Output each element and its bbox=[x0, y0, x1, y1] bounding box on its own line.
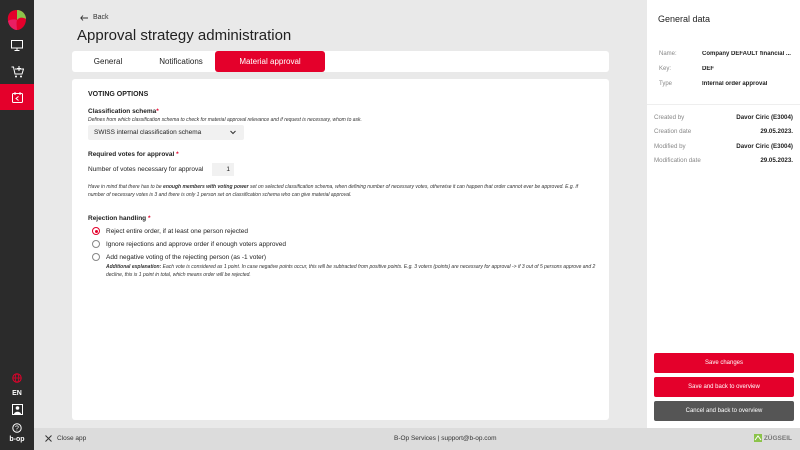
votes-field-label: Number of votes necessary for approval bbox=[88, 166, 204, 173]
created-by-value: Davor Ciric (E3004) bbox=[736, 114, 793, 121]
key-value: DEF bbox=[702, 66, 714, 72]
divider bbox=[647, 104, 800, 105]
close-icon bbox=[45, 435, 52, 442]
back-link[interactable] bbox=[80, 14, 109, 21]
voting-options-card bbox=[72, 79, 609, 420]
radio-label: Add negative voting of the rejecting person (as -1 voter) bbox=[106, 253, 267, 261]
votes-hint: Have in mind that there has to be enough members with voting power set on selected classification schema, when defining number of necessary votes, otherwise it can happen that order cannot ever be approved. E.g. if number of necessary votes is 3 and there is only 1 person set on classification schema who can give material approval. bbox=[88, 184, 578, 198]
save-and-back-button[interactable]: Save and back to overview bbox=[654, 377, 794, 397]
tab-notifications[interactable]: Notifications bbox=[159, 57, 203, 66]
rejection-label: Rejection handling * bbox=[88, 215, 151, 222]
brand-mark bbox=[754, 434, 792, 442]
back-label: Back bbox=[93, 14, 109, 21]
radio-label: Reject entire order, if at least one person rejected bbox=[106, 227, 248, 235]
radio-label: Ignore rejections and approve order if enough voters approved bbox=[106, 240, 286, 248]
classification-hint: Defines from which classification schema to check for material approval relevance and if request is necessary, whom to ask. bbox=[88, 117, 362, 123]
created-by-label: Created by bbox=[654, 114, 685, 121]
votes-input[interactable] bbox=[212, 163, 234, 176]
classification-label: Classification schema* bbox=[88, 108, 159, 115]
modification-date-value: 29.05.2023. bbox=[760, 157, 793, 164]
arrow-left-icon bbox=[80, 15, 88, 21]
additional-explanation: Additional explanation: Each vote is considered as 1 point. In case negative points occur, this will be subtracted from positive points. E.g. 3 voters (points) are necessary for approval -> if 3 out of 5 persons approve and 2 decline, this is 1 point in total, which means order will be rejected. bbox=[106, 264, 596, 278]
help-button[interactable] bbox=[0, 423, 34, 433]
user-icon bbox=[12, 404, 23, 415]
svg-text:?: ? bbox=[15, 425, 19, 433]
type-label: Type bbox=[659, 81, 673, 87]
radio-unselected[interactable] bbox=[92, 240, 100, 248]
nav-cart[interactable] bbox=[0, 59, 34, 85]
cart-icon bbox=[11, 66, 24, 78]
creation-date-value: 29.05.2023. bbox=[760, 128, 793, 135]
globe-icon bbox=[12, 373, 22, 383]
radio-ignore-rejections[interactable] bbox=[92, 240, 286, 248]
radio-selected[interactable] bbox=[92, 227, 100, 235]
close-app-label: Close app bbox=[57, 435, 87, 442]
main-area bbox=[34, 0, 647, 428]
cancel-button[interactable]: Cancel and back to overview bbox=[654, 401, 794, 421]
monitor-icon bbox=[11, 40, 23, 51]
panel-title: General data bbox=[658, 14, 711, 24]
language-switch[interactable]: EN bbox=[12, 390, 22, 397]
brand-icon bbox=[754, 434, 762, 442]
classification-select[interactable] bbox=[88, 125, 244, 140]
services-text: B-Op Services | support@b-op.com bbox=[394, 435, 497, 442]
user-button[interactable] bbox=[0, 404, 34, 415]
help-icon bbox=[12, 423, 22, 433]
required-votes-label: Required votes for approval * bbox=[88, 151, 179, 158]
close-app-button[interactable] bbox=[45, 435, 86, 442]
tab-general[interactable]: General bbox=[93, 57, 123, 66]
nav-dashboard[interactable] bbox=[0, 32, 34, 58]
approval-icon bbox=[12, 92, 23, 103]
radio-unselected[interactable] bbox=[92, 253, 100, 261]
nav-approval[interactable] bbox=[0, 84, 34, 110]
tab-bar bbox=[72, 51, 609, 72]
left-rail bbox=[0, 0, 34, 450]
footer-bar bbox=[34, 428, 800, 450]
type-value: Internal order approval bbox=[702, 81, 768, 87]
general-data-panel bbox=[647, 0, 800, 428]
creation-date-label: Creation date bbox=[654, 128, 692, 135]
section-heading: VOTING OPTIONS bbox=[88, 91, 149, 98]
brand-text: ZÜGSEIL bbox=[763, 434, 792, 442]
name-value: Company DEFAULT financial ... bbox=[702, 51, 791, 57]
name-label: Name: bbox=[659, 51, 677, 57]
app-logo[interactable] bbox=[5, 8, 29, 32]
radio-reject-entire[interactable] bbox=[92, 227, 248, 235]
chevron-down-icon bbox=[229, 128, 237, 136]
modified-by-value: Davor Ciric (E3004) bbox=[736, 143, 793, 150]
globe-button[interactable] bbox=[0, 373, 34, 383]
page-title: Approval strategy administration bbox=[77, 27, 292, 44]
key-label: Key: bbox=[659, 66, 672, 72]
tab-material-approval[interactable]: Material approval bbox=[215, 51, 325, 72]
radio-negative-voting[interactable] bbox=[92, 253, 266, 261]
brand-logo: b-op bbox=[9, 436, 25, 443]
save-button[interactable]: Save changes bbox=[654, 353, 794, 373]
modified-by-label: Modified by bbox=[654, 143, 686, 150]
modification-date-label: Modification date bbox=[654, 157, 701, 164]
classification-value: SWISS internal classification schema bbox=[94, 129, 202, 136]
